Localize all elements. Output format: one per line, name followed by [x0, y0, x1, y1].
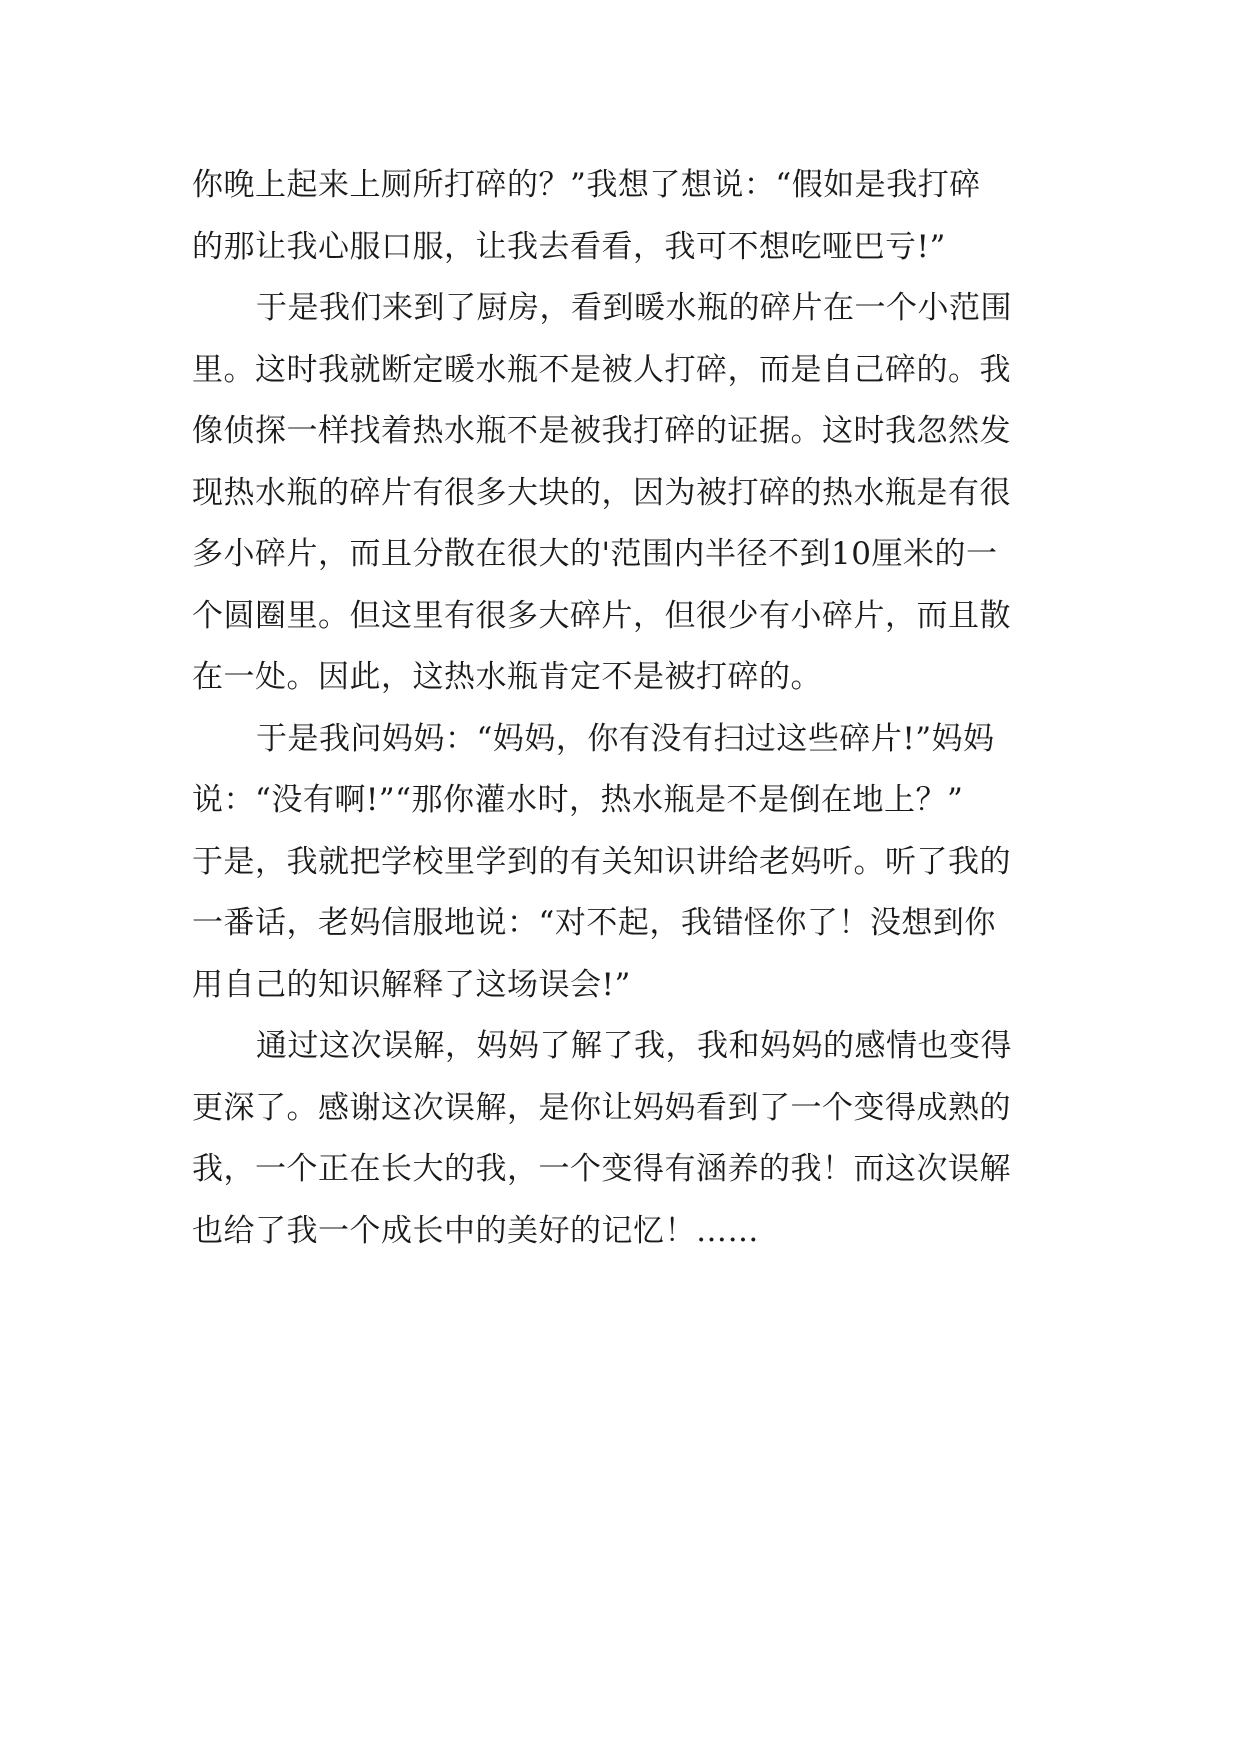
text-line: 我，一个正在长大的我，一个变得有涵养的我！而这次误解	[192, 1151, 1011, 1187]
paragraph-start-line: 通过这次误解，妈妈了解了我，我和妈妈的感情也变得	[256, 1028, 1012, 1064]
text-line: 于是，我就把学校里学到的有关知识讲给老妈听。听了我的	[192, 843, 1011, 880]
text-line: 多小碎片，而且分散在很大的'范围内半径不到10厘米的一	[192, 536, 998, 572]
text-line: 像侦探一样找着热水瓶不是被我打碎的证据。这时我忽然发	[192, 413, 1011, 449]
paragraph-start-line: 于是我问妈妈：“妈妈，你有没有扫过这些碎片!”妈妈	[256, 720, 995, 757]
text-line: 你晚上起来上厕所打碎的？”我想了想说：“假如是我打碎	[192, 167, 981, 203]
text-line: 的那让我心服口服，让我去看看，我可不想吃哑巴亏!”	[192, 228, 946, 265]
text-line: 说：“没有啊!”“那你灌水时，热水瓶是不是倒在地上？”	[192, 782, 964, 818]
text-line: 在一处。因此，这热水瓶肯定不是被打碎的。	[192, 659, 822, 695]
body-text	[192, 155, 1052, 1262]
text-line: 也给了我一个成长中的美好的记忆！……	[192, 1212, 759, 1249]
text-line: 更深了。感谢这次误解，是你让妈妈看到了一个变得成熟的	[192, 1089, 1011, 1126]
text-line: 个圆圈里。但这里有很多大碎片，但很少有小碎片，而且散	[192, 597, 1011, 634]
text-line: 现热水瓶的碎片有很多大块的，因为被打碎的热水瓶是有很	[192, 474, 1011, 511]
paragraph-start-line: 于是我们来到了厨房，看到暖水瓶的碎片在一个小范围	[256, 290, 1012, 326]
text-line: 一番话，老妈信服地说：“对不起，我错怪你了！没想到你	[192, 905, 996, 941]
text-line: 里。这时我就断定暖水瓶不是被人打碎，而是自己碎的。我	[192, 351, 1011, 388]
text-line: 用自己的知识解释了这场误会!”	[192, 966, 631, 1003]
